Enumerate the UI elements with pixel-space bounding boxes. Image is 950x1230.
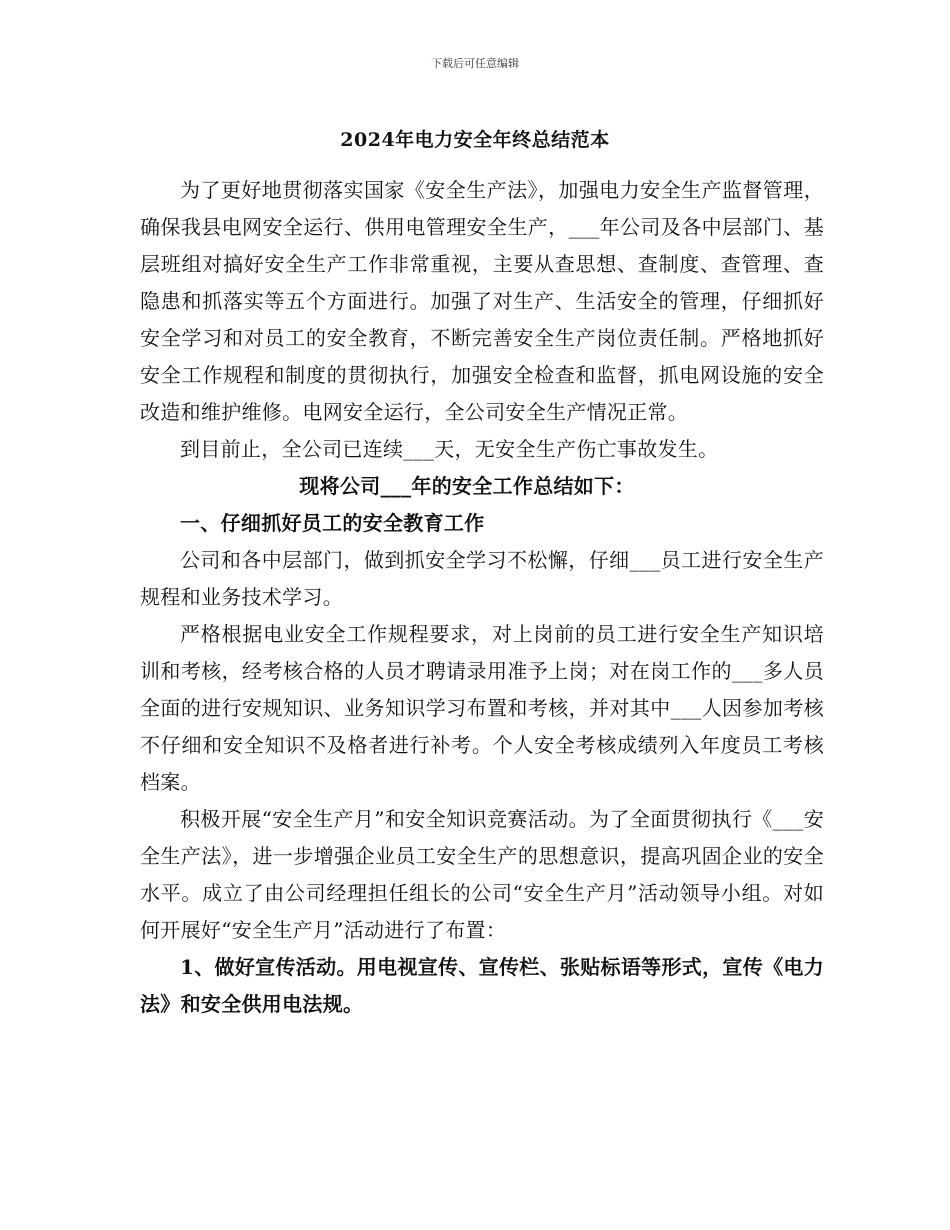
- paragraph-no-accident: 到目前止，全公司已连续___天，无安全生产伤亡事故发生。: [180, 437, 719, 461]
- paragraph-study: 公司和各中层部门，做到抓安全学习不松懈，仔细___员工进行安全生产规程和业务技术学习。: [140, 548, 824, 609]
- summary-heading: 现将公司___年的安全工作总结如下：: [299, 474, 635, 498]
- header-note: 下载后可任意编辑: [431, 57, 519, 70]
- section-heading-1: 一、仔细抓好员工的安全教育工作: [180, 511, 485, 535]
- document-body: [140, 172, 824, 1023]
- paragraph-safety-month: 积极开展“安全生产月”和安全知识竞赛活动。为了全面贯彻执行《___安全生产法》，进一步增强企业员工安全生产的思想意识，提高巩固企业的安全水平。成立了由公司经理担任组长的公司“安全生产月”活动领导小组。对如何开展好“安全生产月”活动进行了布置：: [140, 807, 824, 942]
- paragraph-intro: 为了更好地贯彻落实国家《安全生产法》，加强电力安全生产监督管理，确保我县电网安全运行、供用电管理安全生产，___年公司及各中层部门、基层班组对搞好安全生产工作非常重视，主要从查思想、查制度、查管理、查隐患和抓落实等五个方面进行。加强了对生产、生活安全的管理，仔细抓好安全学习和对员工的安全教育，不断完善安全生产岗位责任制。严格地抓好安全工作规程和制度的贯彻执行，加强安全检查和监督，抓电网设施的安全改造和维护维修。电网安全运行，全公司安全生产情况正常。: [140, 178, 824, 424]
- paragraph-publicity: 1、做好宣传活动。用电视宣传、宣传栏、张贴标语等形式，宣传《电力法》和安全供用电法规。: [140, 955, 824, 1016]
- paragraph-training: 严格根据电业安全工作规程要求，对上岗前的员工进行安全生产知识培训和考核，经考核合格的人员才聘请录用准予上岗；对在岗工作的___多人员全面的进行安规知识、业务知识学习布置和考核，并对其中___人因参加考核不仔细和安全知识不及格者进行补考。个人安全考核成绩列入年度员工考核档案。: [140, 622, 824, 794]
- document-title: 2024年电力安全年终总结范本: [340, 129, 610, 151]
